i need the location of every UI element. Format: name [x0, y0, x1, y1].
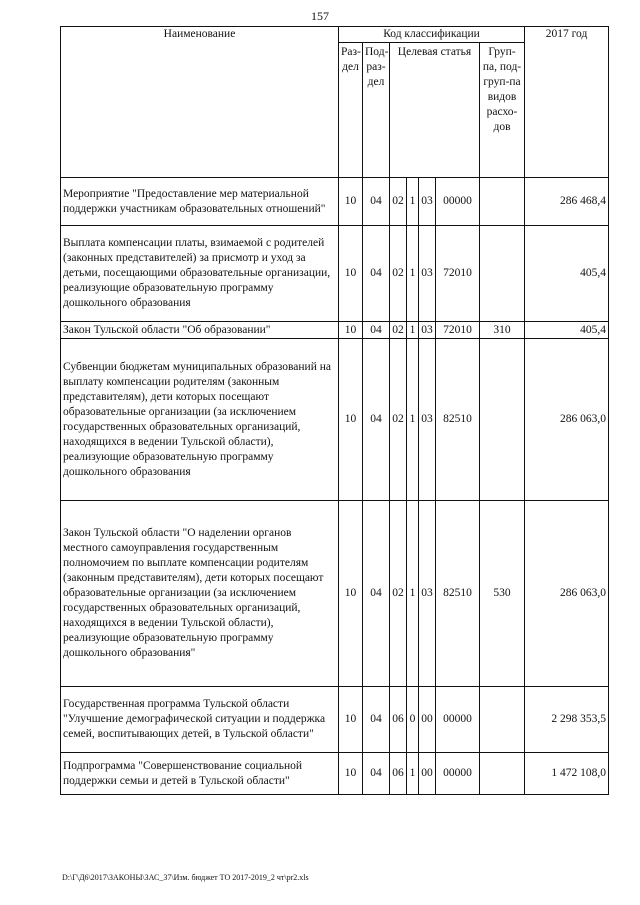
row-razdel: 10 — [339, 753, 363, 795]
row-target-1: 02 — [390, 501, 407, 687]
row-target-3: 03 — [419, 226, 436, 322]
row-podrazdel: 04 — [363, 501, 390, 687]
table-row — [61, 178, 609, 226]
row-sum: 2 298 353,5 — [525, 687, 609, 753]
row-podrazdel: 04 — [363, 753, 390, 795]
row-target-4: 00000 — [436, 753, 480, 795]
row-target-2: 1 — [407, 322, 419, 339]
row-expense-group — [480, 178, 525, 226]
row-podrazdel: 04 — [363, 687, 390, 753]
row-target-2: 0 — [407, 687, 419, 753]
row-target-1: 06 — [390, 687, 407, 753]
row-target-3: 03 — [419, 322, 436, 339]
row-target-3: 03 — [419, 178, 436, 226]
table-row — [61, 339, 609, 501]
header-target-article: Целевая статья — [390, 43, 480, 178]
table-row — [61, 753, 609, 795]
row-razdel: 10 — [339, 501, 363, 687]
row-podrazdel: 04 — [363, 339, 390, 501]
row-podrazdel: 04 — [363, 226, 390, 322]
row-razdel: 10 — [339, 226, 363, 322]
page-number: 157 — [311, 9, 329, 23]
row-name: Закон Тульской области "Об образовании" — [61, 322, 339, 339]
row-name: Субвенции бюджетам муниципальных образований на выплату компенсации родителям (законным представителям), дети которых посещают образовательные организации (за исключением государственных образовательных организаций, находящихся в ведении Тульской области), реализующие образовательную программу дошкольного образования — [61, 339, 339, 501]
row-expense-group — [480, 687, 525, 753]
table-row — [61, 501, 609, 687]
table-row — [61, 226, 609, 322]
row-expense-group — [480, 339, 525, 501]
row-target-2: 1 — [407, 753, 419, 795]
table-row — [61, 322, 609, 339]
row-target-4: 00000 — [436, 178, 480, 226]
row-name: Государственная программа Тульской области "Улучшение демографической ситуации и поддержка семей, воспитывающих детей, в Тульской области" — [61, 687, 339, 753]
row-target-4: 72010 — [436, 226, 480, 322]
row-expense-group: 530 — [480, 501, 525, 687]
row-target-1: 06 — [390, 753, 407, 795]
row-target-3: 03 — [419, 339, 436, 501]
row-name: Выплата компенсации платы, взимаемой с родителей (законных представителей) за присмотр и уход за детьми, посещающими образовательные организации, реализующие образовательную программу дошкольного образования — [61, 226, 339, 322]
row-sum: 1 472 108,0 — [525, 753, 609, 795]
row-razdel: 10 — [339, 687, 363, 753]
row-target-2: 1 — [407, 339, 419, 501]
row-target-2: 1 — [407, 501, 419, 687]
row-sum: 405,4 — [525, 226, 609, 322]
budget-table — [60, 26, 609, 795]
row-sum: 405,4 — [525, 322, 609, 339]
header-name: Наименование — [61, 27, 339, 178]
row-podrazdel: 04 — [363, 322, 390, 339]
row-target-1: 02 — [390, 322, 407, 339]
row-name: Закон Тульской области "О наделении органов местного самоуправления государственным полномочием по выплате компенсации родителям (законным представителям), дети которых посещают образовательные организации (за исключением государственных образовательных организаций, находящихся в ведении Тульской области), реализующие образовательную программу дошкольного образования" — [61, 501, 339, 687]
table-row — [61, 687, 609, 753]
row-podrazdel: 04 — [363, 178, 390, 226]
file-path-footer: D:\Г\Д6\2017\ЗАКОНЫ\ЗАС_37\Изм. бюджет ТО 2017-2019_2 чт\pr2.xls — [62, 873, 309, 882]
row-razdel: 10 — [339, 178, 363, 226]
row-name: Мероприятие "Предоставление мер материальной поддержки участникам образовательных отношений" — [61, 178, 339, 226]
header-year: 2017 год — [525, 27, 609, 178]
row-target-4: 00000 — [436, 687, 480, 753]
row-target-4: 72010 — [436, 322, 480, 339]
header-podrazdel: Под-раз-дел — [363, 43, 390, 178]
row-target-2: 1 — [407, 226, 419, 322]
row-expense-group — [480, 753, 525, 795]
row-target-4: 82510 — [436, 339, 480, 501]
row-name: Подпрограмма "Совершенствование социальной поддержки семьи и детей в Тульской области" — [61, 753, 339, 795]
row-sum: 286 063,0 — [525, 339, 609, 501]
header-classification-code: Код классификации — [339, 27, 525, 43]
row-razdel: 10 — [339, 339, 363, 501]
row-target-3: 03 — [419, 501, 436, 687]
header-expense-group: Груп-па, под-груп-па видов расхо-дов — [480, 43, 525, 178]
row-sum: 286 468,4 — [525, 178, 609, 226]
row-expense-group: 310 — [480, 322, 525, 339]
row-target-1: 02 — [390, 226, 407, 322]
row-target-2: 1 — [407, 178, 419, 226]
row-target-4: 82510 — [436, 501, 480, 687]
row-razdel: 10 — [339, 322, 363, 339]
row-target-3: 00 — [419, 753, 436, 795]
row-expense-group — [480, 226, 525, 322]
row-target-3: 00 — [419, 687, 436, 753]
row-target-1: 02 — [390, 178, 407, 226]
row-target-1: 02 — [390, 339, 407, 501]
header-razdel: Раз-дел — [339, 43, 363, 178]
row-sum: 286 063,0 — [525, 501, 609, 687]
